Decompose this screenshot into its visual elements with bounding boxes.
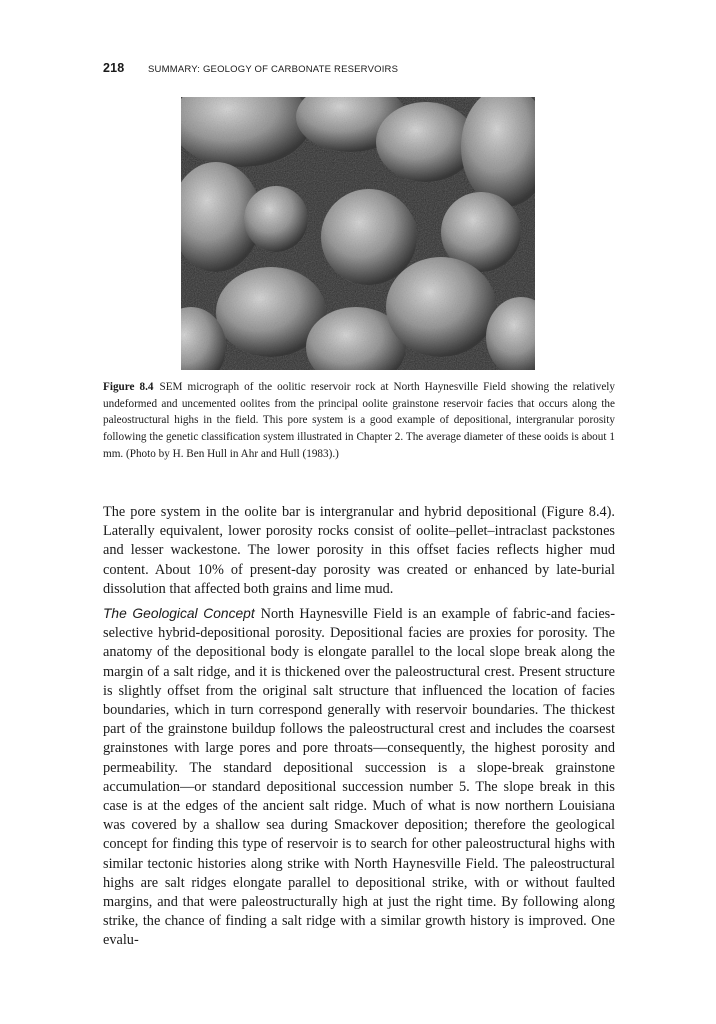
body-paragraph-2 xyxy=(103,604,615,951)
sem-micrograph-image xyxy=(181,97,535,370)
ooid xyxy=(386,257,496,357)
page-number: 218 xyxy=(103,61,125,75)
ooid xyxy=(244,186,308,252)
figure-label: Figure 8.4 xyxy=(103,381,154,393)
figure-caption-text: SEM micrograph of the oolitic reservoir rock at North Haynesville Field showing the relatively undeformed and uncemented oolites from the principal oolite grainstone reservoir facies that occurs along the paleostructural highs in the field. This pore system is a good example of depositional, intergranular porosity following the genetic classification system illustrated in Chapter 2. The average diameter of these ooids is about 1 mm. (Photo by H. Ben Hull in Ahr and Hull (1983).) xyxy=(103,381,615,460)
body-paragraph-1: The pore system in the oolite bar is intergranular and hybrid depositional (Figure 8.4). Laterally equivalent, lower porosity rocks consist of oolite–pellet–intraclast packstones and lesser wackestone. The lower porosity in this offset facies reflects higher mud content. About 10% of present-day porosity was created or enhanced by late-burial dissolution that affected both grains and lime mud. xyxy=(103,504,615,597)
running-header xyxy=(103,62,623,78)
running-title: SUMMARY: GEOLOGY OF CARBONATE RESERVOIRS xyxy=(148,64,399,75)
ooid xyxy=(376,102,476,182)
figure-caption xyxy=(103,379,615,463)
micrograph-drawing xyxy=(181,97,535,370)
ooid xyxy=(321,189,417,285)
section-heading: The Geological Concept xyxy=(103,606,255,621)
body-paragraph-2-text: North Haynesville Field is an example of fabric-and facies-selective hybrid-depositional porosity. Depositional facies are proxies for porosity. The anatomy of the depositional body is elongate parallel to the local slope break along the margin of a salt ridge, and it is thickened over the paleostructural crest. Present structure is slightly offset from the original salt structure that influenced the location of facies boundaries, which in turn correspond generally with reservoir boundaries. The thickest part of the grainstone buildup follows the paleostructural crest and includes the coarsest grainstones with large pores and pore throats—consequently, the highest porosity and permeability. The standard depositional succession is a slope-break grainstone accumulation—or standard depositional succession number 5. The slope break in this case is at the edges of the ancient salt ridge. Much of what is now northern Louisiana was covered by a shallow sea during Smackover deposition; therefore the geological concept for finding this type of reservoir is to search for other paleostructural highs with similar tectonic histories along strike with North Haynesville Field. The paleostructural highs are salt ridges elongate parallel to depositional strike, with or without faulted margins, and that were paleostructurally high at just the right time. By following along strike, the chance of finding a salt ridge with a similar growth history is improved. One evalu- xyxy=(103,606,615,949)
